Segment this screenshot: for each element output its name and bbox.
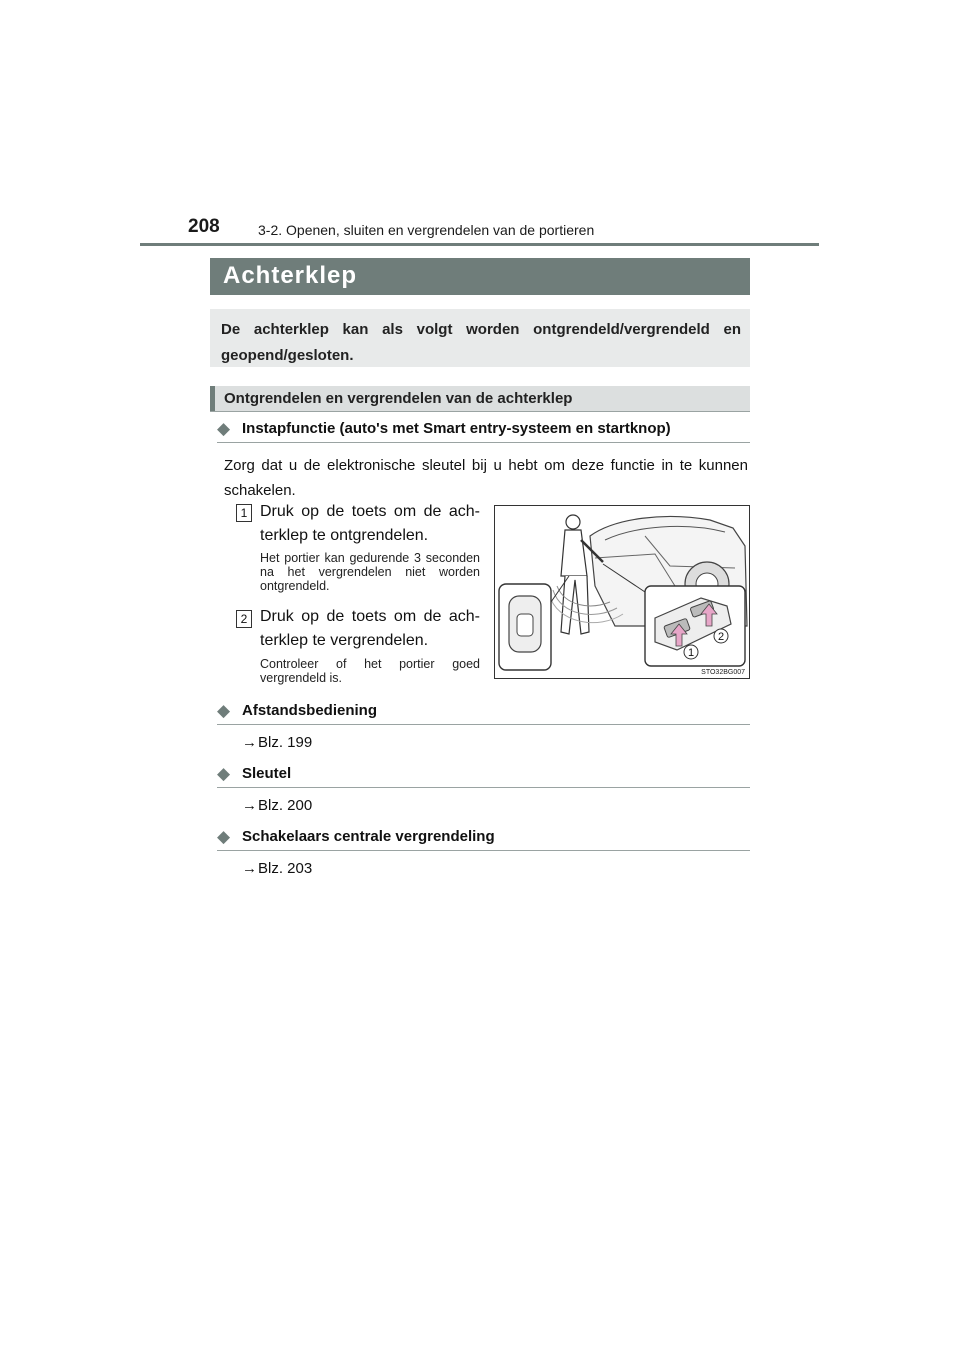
arrow-right-icon: →	[242, 734, 257, 751]
diamond-icon: ◆	[217, 764, 231, 783]
subsection-heading	[217, 420, 750, 443]
subsection-heading	[217, 828, 750, 851]
page-title: Achterklep	[223, 262, 358, 289]
step-note: Het portier kan gedurende 3 seconden na het vergrendelen niet worden ontgrendeld.	[260, 551, 480, 593]
diamond-icon: ◆	[217, 827, 231, 846]
subsection-heading-text: Schakelaars centrale vergrendeling	[242, 828, 495, 845]
page-number: 208	[188, 216, 220, 237]
page-reference	[242, 797, 312, 814]
callout-2: 2	[717, 631, 725, 643]
page-reference-link[interactable]: Blz. 199	[258, 734, 313, 751]
step-note: Controleer of het portier goed vergrendeld is.	[260, 657, 480, 685]
page-reference	[242, 860, 312, 877]
tailgate-illustration-drawing	[495, 506, 749, 678]
running-header: 3-2. Openen, sluiten en vergrendelen van de portieren	[258, 222, 595, 238]
subsection-heading-text: Afstandsbediening	[242, 702, 378, 719]
intro-text: De achterklep kan als volgt worden ontgrendeld/vergrendeld en geopend/gesloten.	[221, 321, 741, 364]
step-number: 2	[236, 610, 252, 628]
figure-code: STO32BG007	[701, 669, 745, 676]
arrow-right-icon: →	[242, 860, 257, 877]
header-rule	[140, 243, 819, 246]
subsection-heading	[217, 702, 750, 725]
body-paragraph: Zorg dat u de elektronische sleutel bij u hebt om deze functie in te kunnen schakelen.	[224, 457, 748, 499]
step-number: 1	[236, 504, 252, 522]
diamond-icon: ◆	[217, 701, 231, 720]
title-bar	[210, 258, 750, 295]
step-text: Druk op de toets om de ach- terklep te vergrendelen.	[260, 608, 480, 649]
subsection-heading-text: Instapfunctie (auto's met Smart entry-systeem en startknop)	[242, 420, 671, 437]
section-heading-text: Ontgrendelen en vergrendelen van de achterklep	[224, 390, 573, 407]
diamond-icon: ◆	[217, 419, 231, 438]
subsection-heading	[217, 765, 750, 788]
page-reference-link[interactable]: Blz. 200	[258, 797, 313, 814]
subsection-heading-text: Sleutel	[242, 765, 292, 782]
tailgate-illustration	[494, 505, 750, 679]
page-reference	[242, 734, 312, 751]
page-reference-link[interactable]: Blz. 203	[258, 860, 313, 877]
callout-1: 1	[687, 647, 695, 659]
step-text: Druk op de toets om de ach- terklep te ontgrendelen.	[260, 503, 480, 544]
intro-box	[210, 309, 750, 367]
section-heading	[210, 386, 750, 412]
arrow-right-icon: →	[242, 797, 257, 814]
